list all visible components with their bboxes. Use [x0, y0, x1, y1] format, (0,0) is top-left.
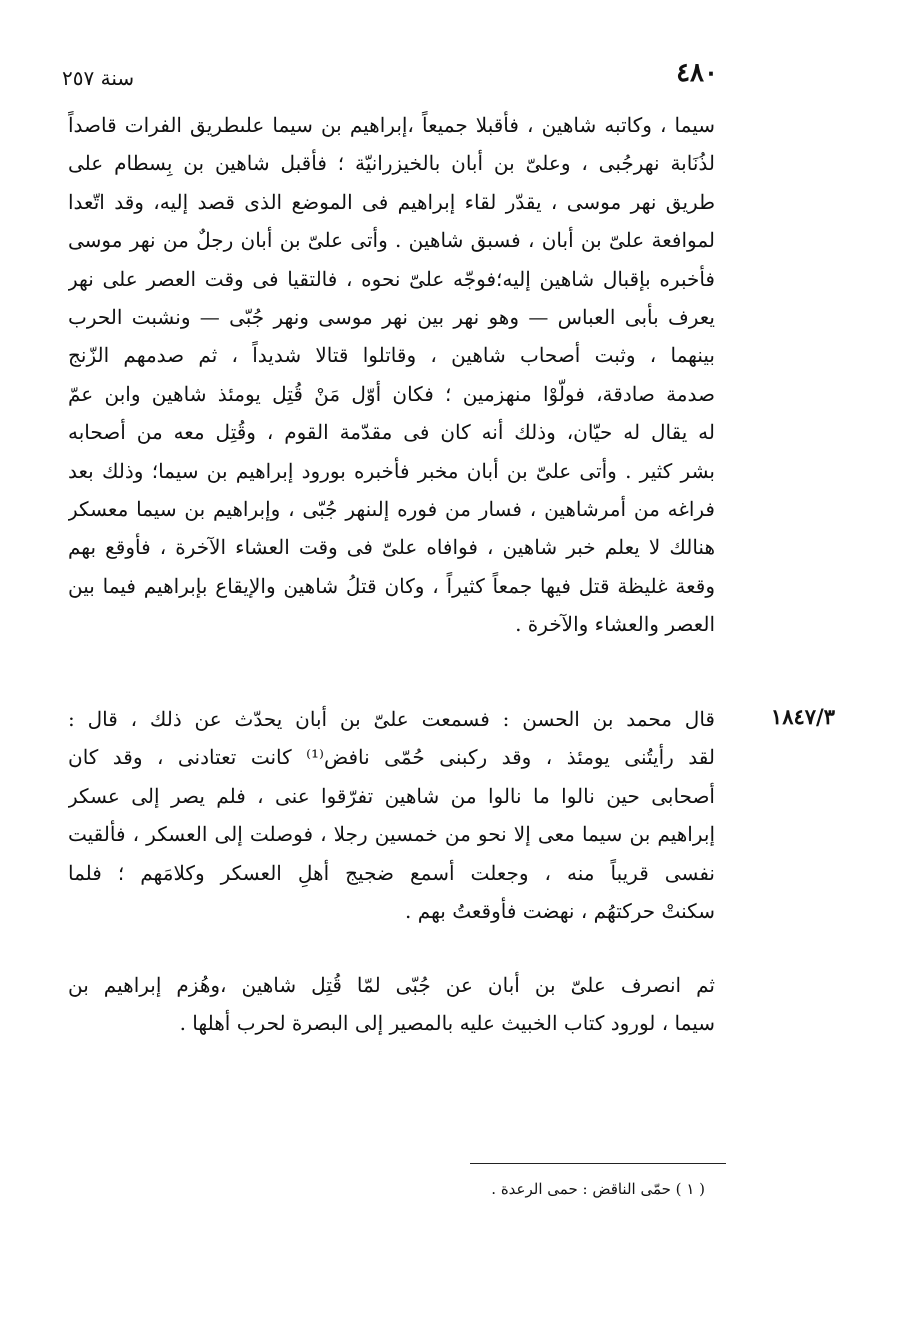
- text-line: إبراهيم بن سيما معى إلا نحو من خمسين رجلا ، فوصلت إلى العسكر ، فألقيت: [68, 822, 715, 847]
- text-line: أصحابى حين نالوا ما نالوا من شاهين تفرّقوا عنى ، فلم يصر إلى عسكر: [68, 783, 715, 808]
- text-line: سكنتْ حركتهُم ، نهضت فأوقعتُ بهم .: [405, 898, 715, 923]
- text-line: ثم انصرف علىّ بن أبان عن جُبّى لمّا قُتِل شاهين ،وهُزم إبراهيم بن: [68, 973, 715, 997]
- text-line: وقعة غليظة قتل فيها جمعاً كثيراً ، وكان قتلُ شاهين والإيقاع بإبراهيم فيما بين: [68, 573, 715, 598]
- text-line: هنالك لا يعلم خبر شاهين ، فوافاه علىّ فى وقت العشاء الآخرة ، فأوقع بهم: [68, 535, 715, 560]
- text-line: لموافعة علىّ بن أبان ، فسبق شاهين . وأتى علىّ بن أبان رجلٌ من نهر موسى: [68, 228, 715, 253]
- text-line: لذُنَابة نهرجُبى ، وعلىّ بن أبان بالخيزرانيّة ؛ فأقبل شاهين بن بِسطام على: [68, 151, 715, 176]
- paragraph-2: [68, 700, 715, 930]
- text-line: نفسى قريباً منه ، وجعلت أسمع ضجيج أهلِ العسكر وكلامَهم ؛ فلما: [68, 860, 715, 885]
- footnote: ( ١ ) حمّى الناقض : حمى الرعدة .: [491, 1180, 705, 1198]
- running-header-year: سنة ٢٥٧: [62, 66, 135, 90]
- text-line: العصر والعشاء والآخرة .: [515, 612, 715, 637]
- text-line: لقد رأيتُنى يومئذ ، وقد ركبنى حُمّى نافض⁽¹⁾ كانت تعتادنى ، وقد كان: [68, 745, 715, 770]
- text-line: فأخبره بإقبال شاهين إليه؛فوجّه علىّ نحوه ، فالتقيا فى وقت العصر على نهر: [68, 266, 715, 291]
- text-line: سيما ، وكاتبه شاهين ، فأقبلا جميعاً ،إبراهيم بن سيما علىطريق الفرات قاصداً: [68, 113, 715, 137]
- paragraph-1: [68, 106, 715, 643]
- text-line: قال محمد بن الحسن : فسمعت علىّ بن أبان يحدّث عن ذلك ، قال :: [68, 707, 715, 731]
- text-line: بينهما ، وثبت أصحاب شاهين ، وقاتلوا قتالا شديداً ، ثم صدمهم الزّنج: [68, 343, 715, 368]
- page-number: ٤٨٠: [676, 58, 718, 88]
- paragraph-3: [68, 966, 715, 1043]
- marginal-reference: ١٨٤٧/٣: [770, 704, 835, 729]
- text-line: بشر كثير . وأتى علىّ بن أبان مخبر فأخبره بورود إبراهيم بن سيما؛ وذلك بعد: [68, 458, 715, 483]
- footnote-divider: [470, 1163, 726, 1164]
- text-line: يعرف بأبى العباس — وهو نهر بين نهر موسى ونهر جُبّى — ونشبت الحرب: [68, 304, 715, 329]
- text-line: سيما ، لورود كتاب الخبيث عليه بالمصير إلى البصرة لحرب أهلها .: [179, 1011, 715, 1036]
- text-line: له يقال له حيّان، وذلك أنه كان فى مقدّمة القوم ، وقُتِل معه من أصحابه: [68, 420, 715, 445]
- text-line: طريق نهر موسى ، يقدّر لقاء إبراهيم فى الموضع الذى قصد إليه، وقد اتّعدا: [68, 189, 715, 214]
- text-line: فراغه من أمرشاهين ، فسار من فوره إلىنهر جُبّى ، وإبراهيم بن سيما معسكر: [68, 496, 715, 521]
- text-line: صدمة صادقة، فولّوْا منهزمين ؛ فكان أوّل مَنْ قُتِل يومئذ شاهين وابن عمّ: [68, 381, 715, 406]
